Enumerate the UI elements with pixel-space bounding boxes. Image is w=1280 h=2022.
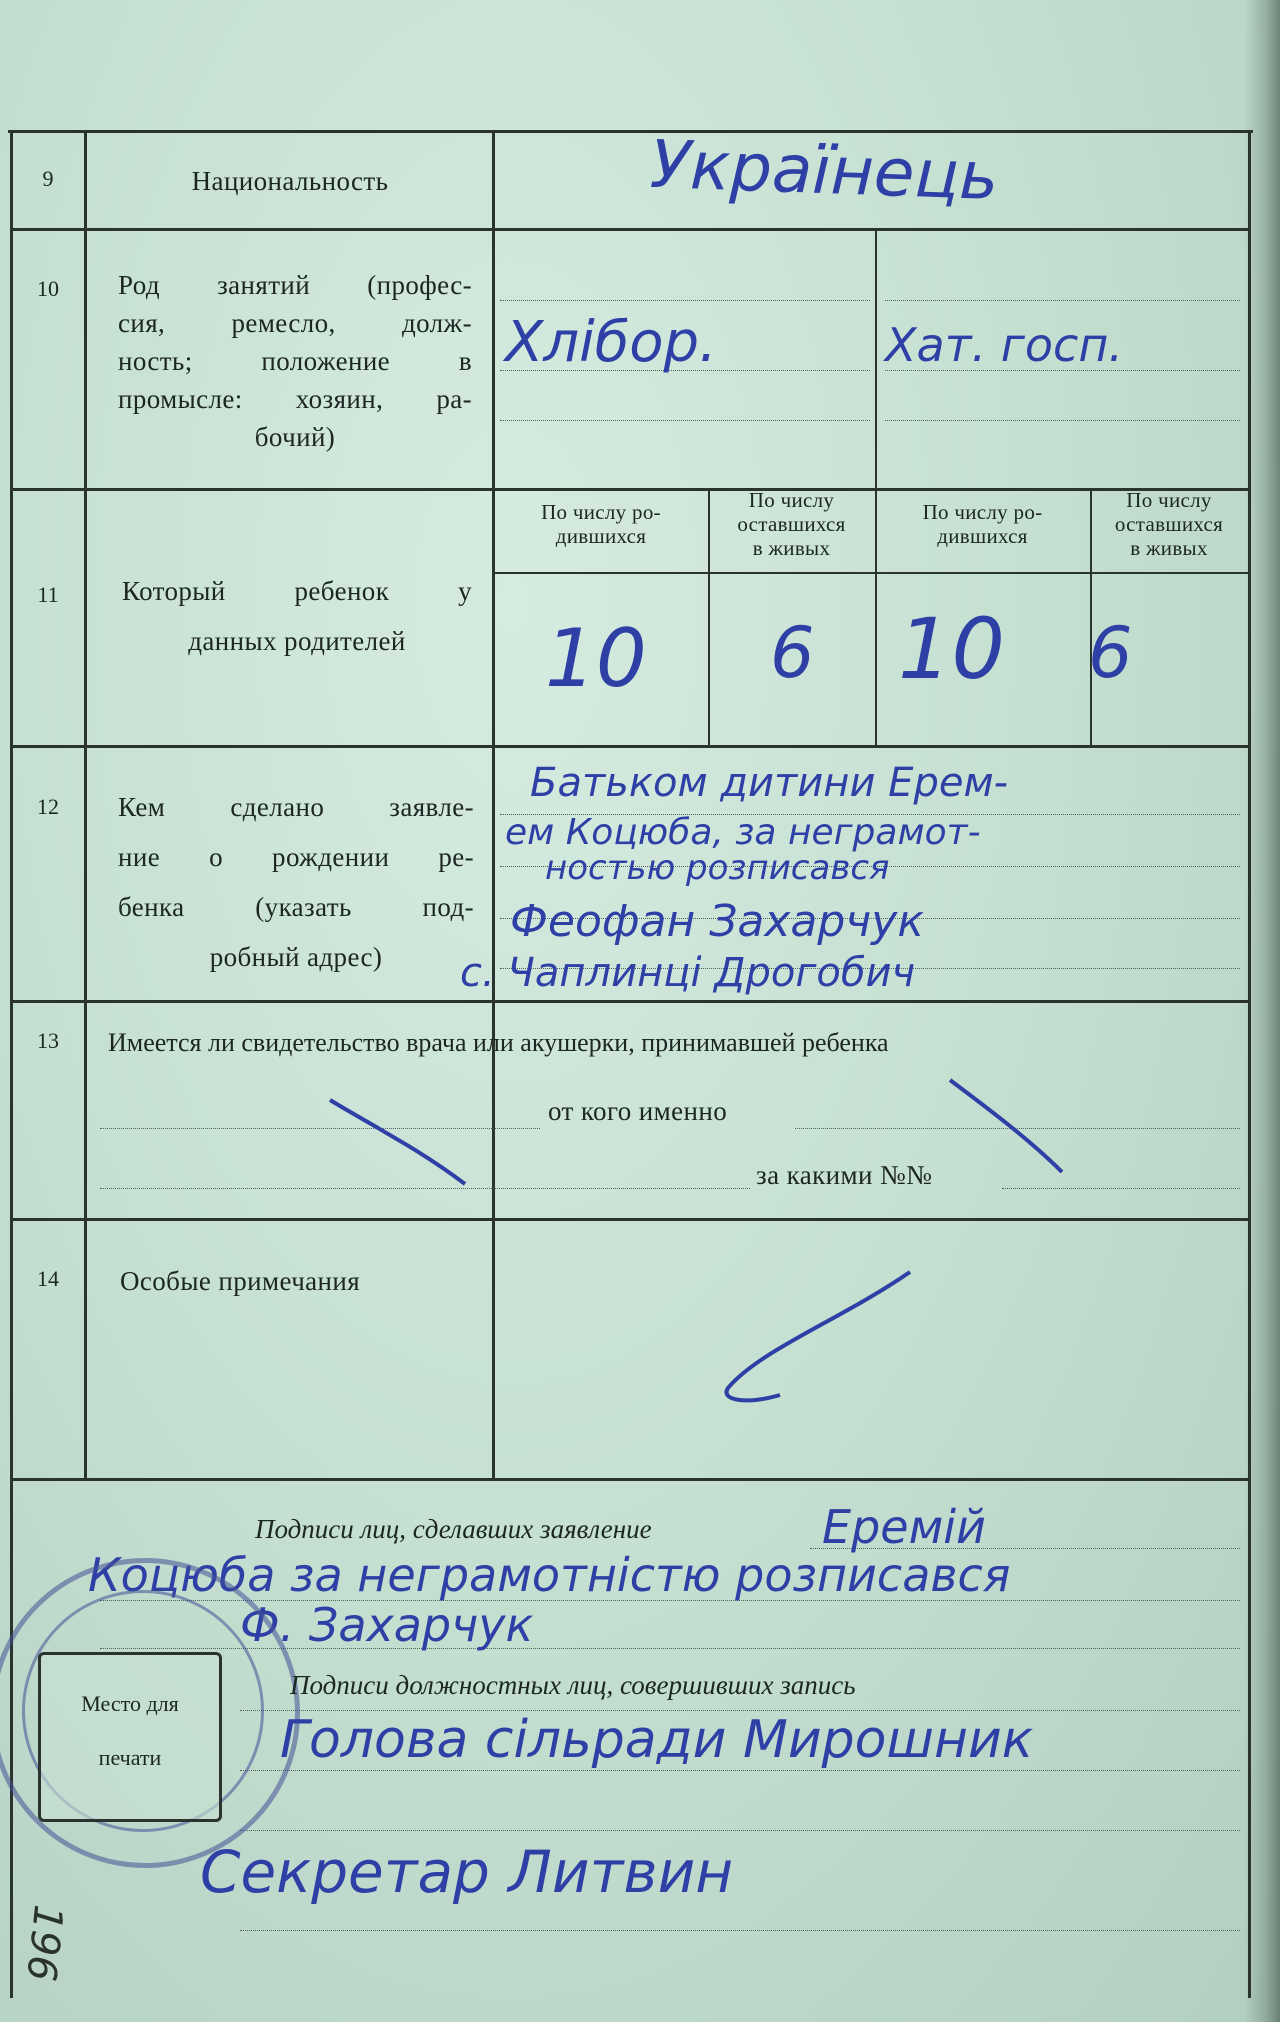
special-notes-label: Особые примечания xyxy=(120,1266,361,1296)
mother-born-count: 10 xyxy=(898,600,1005,698)
dash-stroke xyxy=(727,1272,910,1400)
which-child-label-line: данных родителей xyxy=(188,626,406,656)
applicant-signature: Еремій xyxy=(822,1500,986,1554)
col-born-header: По числу ро- дившихся xyxy=(541,500,661,548)
which-child-label-line: Который ребенок у xyxy=(122,576,472,606)
col-born2-header: По числу ро- дившихся xyxy=(922,500,1043,548)
row-number-14: 14 xyxy=(37,1266,59,1291)
applicant-signature: Ф. Захарчук xyxy=(240,1598,534,1652)
sig-right-border xyxy=(1248,1478,1251,1998)
mother-alive-count: 6 xyxy=(1088,612,1133,694)
father-alive-count: 6 xyxy=(770,612,815,694)
dash-stroke xyxy=(950,1080,1062,1172)
col-alive-header: По числу оставшихся в живых xyxy=(737,488,846,560)
official-signature: Секретар Литвин xyxy=(200,1838,734,1906)
declarant-label-line: бенка (указать под- xyxy=(118,892,474,922)
applicants-signature-label: Подписи лиц, сделавших заявление xyxy=(255,1514,652,1544)
occupation-label-line: бочий) xyxy=(254,422,336,452)
from-whom-label: от кого именно xyxy=(548,1096,728,1126)
certificate-question: Имеется ли свидетельство врача или акушерки, принимавшей ребенка xyxy=(108,1028,889,1057)
nationality-label: Национальность xyxy=(191,166,389,196)
declarant-label-line: Кем сделано заявле- xyxy=(118,792,474,822)
signature-line xyxy=(240,1930,1240,1931)
seal-label: Место для xyxy=(81,1691,179,1716)
row-number-12: 12 xyxy=(37,794,59,819)
margin-page-number: 196 xyxy=(17,1902,72,1984)
numbers-label: за какими №№ xyxy=(756,1160,933,1190)
nationality-value: Українець xyxy=(648,125,1000,216)
declarant-hand-line: ностью розписався xyxy=(545,848,890,888)
declarant-hand-line: с. Чаплинці Дрогобич xyxy=(460,950,916,996)
officials-signature-label: Подписи должностных лиц, совершивших запись xyxy=(290,1670,856,1700)
occupation-label-line: Род занятий (профес- xyxy=(118,270,472,300)
occupation-label-line: сия, ремесло, долж- xyxy=(118,308,472,338)
occupation-label-line: ность; положение в xyxy=(118,346,472,376)
row-number-10: 10 xyxy=(37,276,59,301)
applicant-signature: Коцюба за неграмотністю розписався xyxy=(88,1548,1011,1602)
row-number-9: 9 xyxy=(42,166,54,191)
signature-line xyxy=(240,1830,1240,1831)
seal-label: печати xyxy=(98,1745,162,1770)
col-alive2-header: По числу оставшихся в живых xyxy=(1114,488,1224,560)
father-born-count: 10 xyxy=(545,612,647,705)
row-number-11: 11 xyxy=(37,582,59,607)
row-number-13: 13 xyxy=(37,1028,59,1053)
declarant-label-line: робный адрес) xyxy=(209,942,383,972)
seal-placeholder-box xyxy=(38,1652,222,1822)
declarant-hand-line: ем Коцюба, за неграмот- xyxy=(505,812,981,853)
declarant-hand-line: Батьком дитини Ерем- xyxy=(530,760,1009,806)
official-signature: Голова сільради Мирошник xyxy=(280,1710,1034,1770)
declarant-label-line: ние о рождении ре- xyxy=(118,842,474,872)
mother-occupation: Хат. госп. xyxy=(885,318,1124,372)
declarant-hand-line: Феофан Захарчук xyxy=(510,896,924,947)
occupation-label-line: промысле: хозяин, ра- xyxy=(118,384,472,414)
father-occupation: Хлібор. xyxy=(505,310,717,375)
dash-stroke xyxy=(330,1100,465,1184)
signature-line xyxy=(240,1770,1240,1771)
